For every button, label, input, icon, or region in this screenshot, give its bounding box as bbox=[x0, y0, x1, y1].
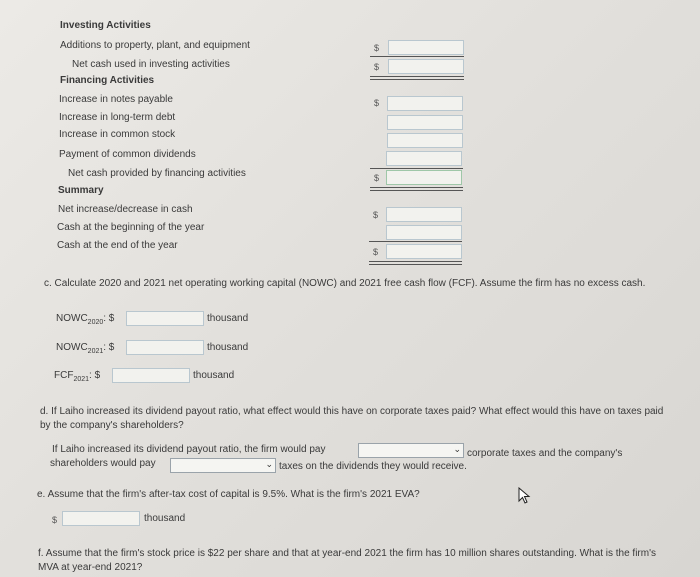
investing-heading: Investing Activities bbox=[60, 20, 151, 31]
question-e: e. Assume that the firm's after-tax cost of capital is 9.5%. What is the firm's 2021 EVA? bbox=[37, 489, 420, 500]
answer-d-mid: corporate taxes and the company's bbox=[467, 448, 623, 459]
dollar-sign: $ bbox=[373, 247, 379, 257]
common-stock-input[interactable] bbox=[387, 133, 463, 148]
long-term-debt-input[interactable] bbox=[387, 115, 463, 130]
fcf-2021-label: $FCF_{2021}$: $ bbox=[54, 370, 101, 383]
dollar-sign: $ bbox=[374, 173, 380, 183]
subtotal-line bbox=[369, 241, 462, 242]
summary-row-label: Cash at the beginning of the year bbox=[57, 222, 205, 233]
dollar-sign: $ bbox=[374, 98, 380, 108]
dividends-input[interactable] bbox=[386, 151, 462, 166]
net-change-input[interactable] bbox=[386, 207, 462, 222]
net-financing-label: Net cash provided by financing activities bbox=[68, 168, 246, 179]
dollar-sign: $ bbox=[374, 62, 380, 72]
cash-beginning-input[interactable] bbox=[386, 225, 462, 240]
subtotal-line bbox=[370, 56, 464, 57]
financing-row-label: Payment of common dividends bbox=[59, 149, 196, 160]
financing-row-label: Increase in long-term debt bbox=[59, 112, 176, 123]
net-investing-input[interactable] bbox=[388, 59, 464, 74]
dollar-sign: $ bbox=[373, 210, 379, 220]
nowc-2020-input[interactable] bbox=[126, 311, 204, 326]
corporate-taxes-dropdown[interactable] bbox=[358, 443, 464, 458]
financing-row-label: Increase in notes payable bbox=[59, 94, 173, 105]
total-double-line bbox=[369, 261, 462, 265]
summary-row-label: Cash at the end of the year bbox=[57, 240, 178, 251]
dollar-sign: $ bbox=[52, 515, 58, 525]
shareholder-taxes-dropdown[interactable] bbox=[170, 458, 276, 473]
eva-input[interactable] bbox=[62, 511, 140, 526]
nowc-2021-input[interactable] bbox=[126, 340, 204, 355]
subtotal-line bbox=[370, 168, 463, 169]
answer-d-end: taxes on the dividends they would receive. bbox=[279, 461, 467, 472]
question-f: f. Assume that the firm's stock price is $22 per share and that at year-end 2021 the firm has 10 million shares outstanding. What is the firm's MVA at year-end 2021? bbox=[38, 548, 657, 573]
chevron-down-icon: ⌄ bbox=[453, 445, 461, 455]
net-investing-label: Net cash used in investing activities bbox=[72, 59, 230, 70]
chevron-down-icon: ⌄ bbox=[265, 460, 273, 470]
unit-label: thousand bbox=[144, 513, 186, 524]
unit-label: thousand bbox=[207, 342, 249, 353]
question-d: d. If Laiho increased its dividend payout ratio, what effect would this have on corporate taxes paid? What effect would this have on taxes paid by the company's shareholders? bbox=[40, 406, 664, 431]
fcf-2021-input[interactable] bbox=[112, 368, 190, 383]
summary-heading: Summary bbox=[58, 185, 104, 196]
unit-label: thousand bbox=[207, 313, 249, 324]
financing-heading: Financing Activities bbox=[60, 75, 155, 86]
nowc-2020-label: $NOWC_{2020}$: $ bbox=[56, 313, 115, 326]
summary-row-label: Net increase/decrease in cash bbox=[58, 204, 193, 215]
cash-end-input[interactable] bbox=[386, 244, 462, 259]
dollar-sign: $ bbox=[374, 43, 380, 53]
nowc-2021-label: $NOWC_{2021}$: $ bbox=[56, 342, 115, 355]
net-financing-input[interactable] bbox=[386, 170, 462, 185]
unit-label: thousand bbox=[193, 370, 235, 381]
mouse-pointer-icon bbox=[518, 487, 532, 505]
answer-d-start: If Laiho increased its dividend payout ratio, the firm would pay bbox=[52, 444, 326, 455]
total-double-line bbox=[370, 187, 463, 191]
total-double-line bbox=[370, 76, 464, 80]
additions-label: Additions to property, plant, and equipment bbox=[60, 40, 250, 51]
notes-payable-input[interactable] bbox=[387, 96, 463, 111]
additions-input[interactable] bbox=[388, 40, 464, 55]
question-c: c. Calculate 2020 and 2021 net operating working capital (NOWC) and 2021 free cash flow (FCF). Assume the firm has no excess cash. bbox=[44, 278, 646, 289]
answer-d-line2-start: shareholders would pay bbox=[50, 458, 156, 469]
financing-row-label: Increase in common stock bbox=[59, 129, 176, 140]
